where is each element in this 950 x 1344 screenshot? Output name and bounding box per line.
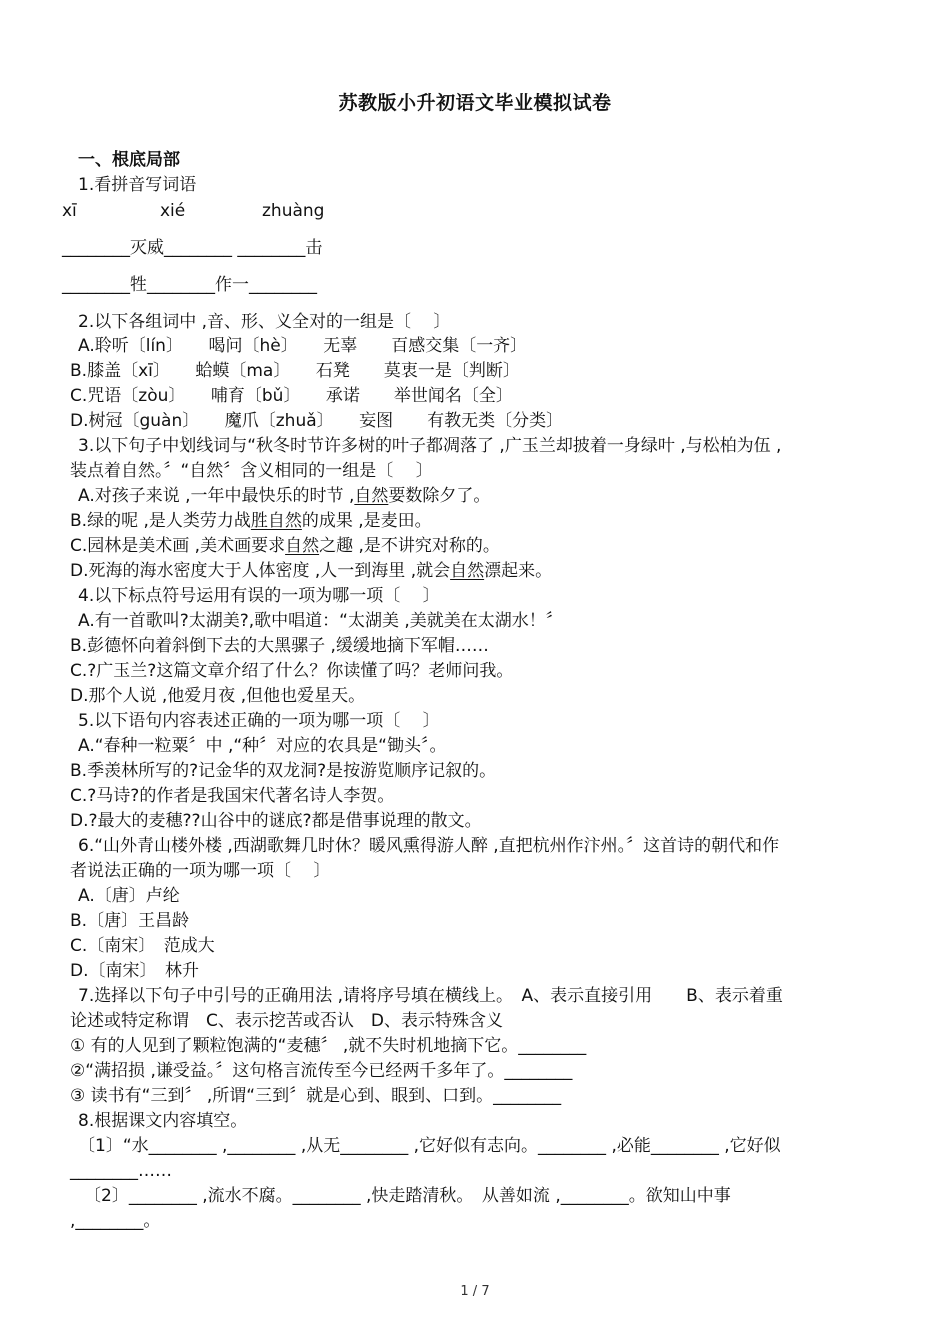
underlined-word: 自然 bbox=[450, 561, 485, 581]
q4-option-c: C.?广玉兰?这篇文章介绍了什么？你读懂了吗？老师问我。 bbox=[70, 661, 514, 681]
q5-option-d: D.?最大的麦穗??山谷中的谜底?都是借事说理的散文。 bbox=[70, 811, 482, 831]
q2-stem: 2.以下各组词中 ,音、形、义全对的一组是〔 〕 bbox=[78, 312, 451, 332]
q2-option-b: B.膝盖〔xī〕 蛤蟆〔ma〕 石凳 莫衷一是〔判断〕 bbox=[70, 361, 520, 381]
q3-stem-line-2: 装点着自然。〞“自然〞含义相同的一组是〔 〕 bbox=[70, 461, 433, 481]
q6-option-a: A.〔唐〕卢纶 bbox=[78, 886, 180, 906]
q6-option-c: C.〔南宋〕 范成大 bbox=[70, 936, 215, 956]
q1-blank-row-2: ________牲________作一________ bbox=[62, 275, 317, 295]
section-heading: 一、根底局部 bbox=[78, 150, 180, 170]
q3-option-b: B.绿的呢 ,是人类劳力战胜自然的成果 ,是麦田。 bbox=[70, 511, 432, 531]
q8-stem: 8.根据课文内容填空。 bbox=[78, 1111, 248, 1131]
q6-option-d: D.〔南宋〕 林升 bbox=[70, 961, 199, 981]
q8-part-1-line-1: 〔1〕“水________ ,________ ,从无________ ,它好似有志向。________ ,必能________ ,它好似 bbox=[78, 1136, 781, 1156]
q1-stem: 1.看拼音写词语 bbox=[78, 175, 197, 195]
q2-option-c: C.咒语〔zòu〕 哺育〔bǔ〕 承诺 举世闻名〔全〕 bbox=[70, 386, 513, 406]
page-number: 1 / 7 bbox=[460, 1284, 490, 1299]
pinyin-2: xié bbox=[160, 201, 186, 221]
q6-stem-line-2: 者说法正确的一项为哪一项〔 〕 bbox=[70, 861, 331, 881]
q8-part-1-line-2: ________…… bbox=[70, 1161, 172, 1181]
q5-option-b: B.季羡林所写的?记金华的双龙洞?是按游览顺序记叙的。 bbox=[70, 761, 497, 781]
q4-stem: 4.以下标点符号运用有误的一项为哪一项〔 〕 bbox=[78, 586, 440, 606]
q8-part-2-line-2: ,________。 bbox=[70, 1211, 161, 1231]
q8-part-2-line-1: 〔2〕________ ,流水不腐。________ ,快走踏清秋。 从善如流 ,________。欲知山中事 bbox=[84, 1186, 731, 1206]
q3-option-c: C.园林是美术画 ,美术画要求自然之趣 ,是不讲究对称的。 bbox=[70, 536, 500, 556]
q2-option-a: A.聆听〔lín〕 喝问〔hè〕 无辜 百感交集〔一齐〕 bbox=[78, 336, 528, 356]
q7-stem-line-1: 7.选择以下句子中引号的正确用法 ,请将序号填在横线上。 A、表示直接引用 B、表示着重 bbox=[78, 986, 783, 1006]
q3-option-d: D.死海的海水密度大于人体密度 ,人一到海里 ,就会自然漂起来。 bbox=[70, 561, 553, 581]
page-title: 苏教版小升初语文毕业模拟试卷 bbox=[338, 92, 612, 114]
q2-option-d: D.树冠〔guàn〕 魔爪〔zhuǎ〕 妄图 有教无类〔分类〕 bbox=[70, 411, 564, 431]
q7-stem-line-2: 论述或特定称谓 C、表示挖苦或否认 D、表示特殊含义 bbox=[70, 1011, 503, 1031]
q6-option-b: B.〔唐〕王昌龄 bbox=[70, 911, 190, 931]
q5-option-c: C.?马诗?的作者是我国宋代著名诗人李贺。 bbox=[70, 786, 395, 806]
q4-option-d: D.那个人说 ,他爱月夜 ,但他也爱星天。 bbox=[70, 686, 366, 706]
underlined-word: 自然 bbox=[285, 536, 320, 556]
q5-option-a: A.“春种一粒粟〞中 ,“种〞对应的农具是“锄头〞。 bbox=[78, 736, 447, 756]
q4-option-b: B.彭德怀向着斜倒下去的大黑骡子 ,缓缓地摘下军帽…… bbox=[70, 636, 489, 656]
pinyin-1: xī bbox=[62, 201, 77, 221]
q6-stem-line-1: 6.“山外青山楼外楼 ,西湖歌舞几时休？暖风熏得游人醉 ,直把杭州作汴州。〞这首诗的朝代和作 bbox=[78, 836, 780, 856]
pinyin-3: zhuàng bbox=[262, 201, 325, 221]
q7-item-2: ②“满招损 ,谦受益。〞这句格言流传至今已经两千多年了。________ bbox=[70, 1061, 573, 1081]
underlined-word: 胜自然 bbox=[250, 511, 302, 531]
q7-item-1: ① 有的人见到了颗粒饱满的“麦穗〞 ,就不失时机地摘下它。________ bbox=[70, 1036, 587, 1056]
q7-item-3: ③ 读书有“三到〞 ,所谓“三到〞就是心到、眼到、口到。________ bbox=[70, 1086, 562, 1106]
q4-option-a: A.有一首歌叫?太湖美?,歌中唱道：“太湖美 ,美就美在太湖水！〞 bbox=[78, 611, 563, 631]
q3-option-a: A.对孩子来说 ,一年中最快乐的时节 ,自然要数除夕了。 bbox=[78, 486, 491, 506]
q3-stem-line-1: 3.以下句子中划线词与“秋冬时节许多树的叶子都凋落了 ,广玉兰却披着一身绿叶 ,与松柏为伍 , bbox=[78, 436, 782, 456]
q1-blank-row-1: ________灭威________ ________击 bbox=[62, 238, 323, 258]
q5-stem: 5.以下语句内容表述正确的一项为哪一项〔 〕 bbox=[78, 711, 440, 731]
underlined-word: 自然 bbox=[354, 486, 389, 506]
